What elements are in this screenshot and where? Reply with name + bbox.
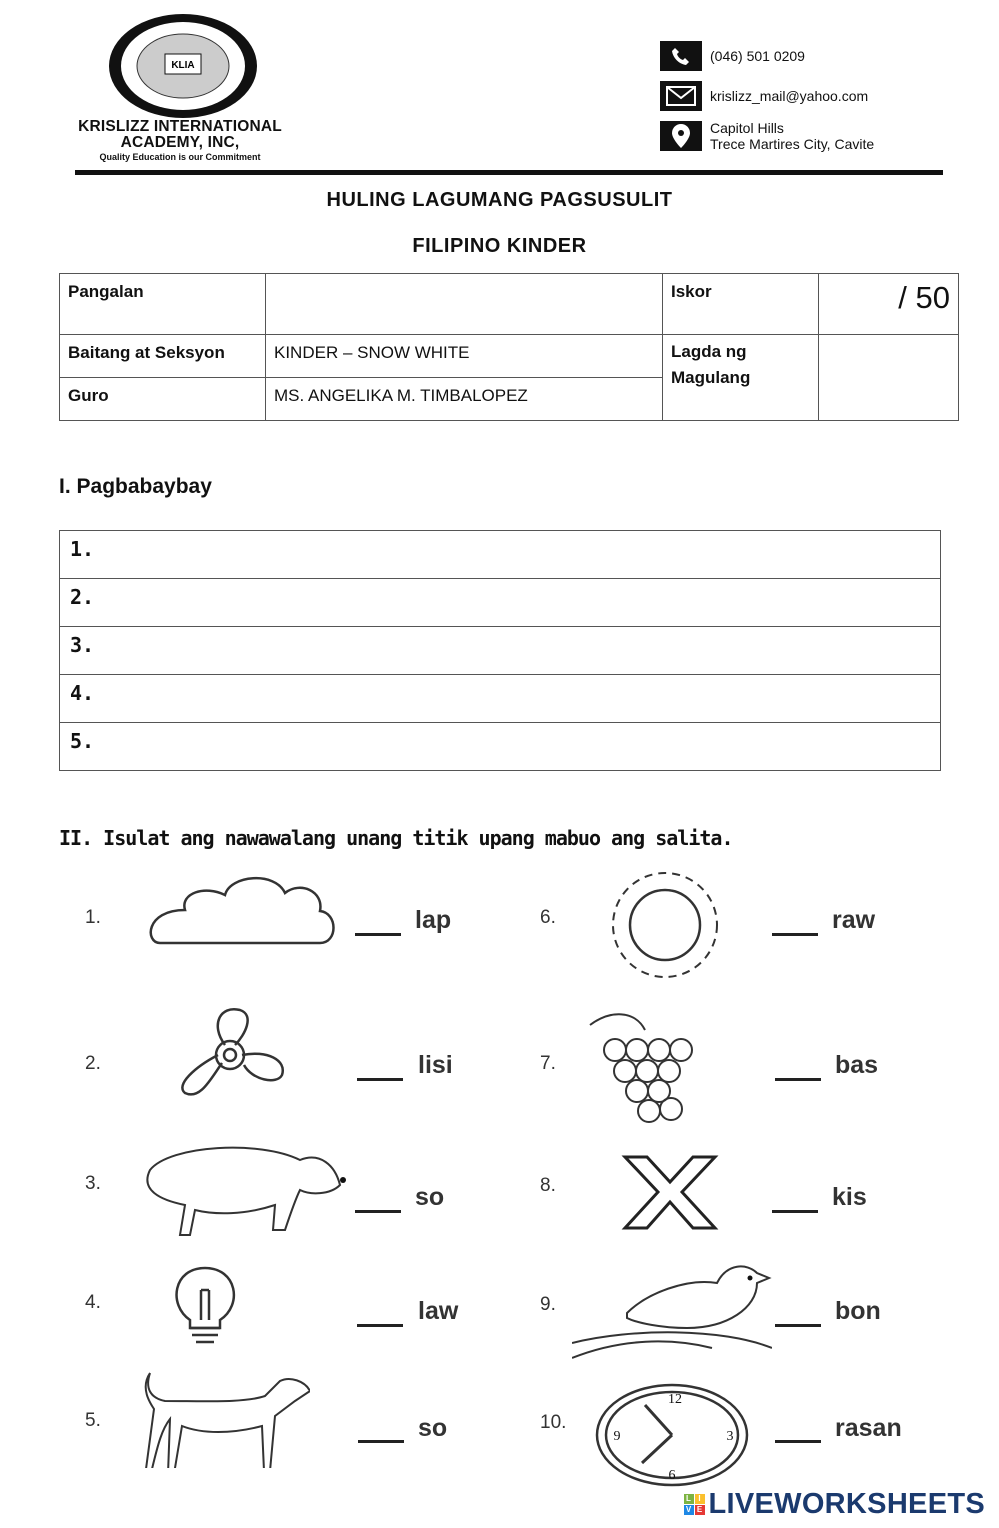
svg-text:12: 12 (668, 1392, 682, 1407)
letter-x-icon (620, 1155, 720, 1230)
score-label: Iskor (663, 274, 819, 335)
dog-icon (140, 1368, 310, 1468)
svg-text:KLIA: KLIA (171, 60, 195, 71)
signature-label: Lagda ng Magulang (663, 335, 819, 421)
contact-address: Capitol Hills Trece Martires City, Cavite (660, 120, 874, 152)
cloud-icon (140, 875, 340, 947)
light-bulb-icon (168, 1265, 243, 1347)
clock-icon (595, 1383, 750, 1488)
name-field[interactable] (266, 274, 663, 335)
svg-text:6: 6 (668, 1468, 676, 1483)
missing-letter-input[interactable] (355, 933, 401, 936)
item-number: 10. (540, 1412, 567, 1433)
item-number: 2. (85, 1053, 101, 1074)
signature-field[interactable] (819, 335, 959, 421)
spelling-row (60, 723, 941, 771)
item-number: 8. (540, 1175, 556, 1196)
contact-email: krislizz_mail@yahoo.com (660, 81, 868, 111)
bird-icon (572, 1258, 772, 1363)
phone-icon (660, 41, 702, 71)
item-word: bon (835, 1297, 881, 1325)
item-number: 1. (85, 907, 101, 928)
spelling-row (60, 675, 941, 723)
student-info-table (59, 273, 959, 421)
section-1-title: I. Pagbabaybay (59, 475, 212, 498)
school-motto: Quality Education is our Commitment (99, 152, 261, 162)
spelling-answer-field[interactable]: 4. (60, 675, 941, 723)
svg-text:9: 9 (613, 1429, 621, 1444)
item-number: 5. (85, 1410, 101, 1431)
liveworksheets-brand: LIVEWORKSHEETS (708, 1488, 985, 1520)
item-word: so (415, 1183, 445, 1211)
school-seal-logo (105, 12, 261, 120)
bear-icon (140, 1140, 350, 1240)
missing-letter-input[interactable] (357, 1324, 403, 1327)
liveworksheets-logo (684, 1488, 986, 1521)
section-2-title: II. Isulat ang nawawalang unang titik upang mabuo ang salita. (59, 826, 733, 850)
item-number: 7. (540, 1053, 556, 1074)
spelling-answer-field[interactable]: 5. (60, 723, 941, 771)
item-word: raw (832, 906, 876, 934)
spelling-row (60, 579, 941, 627)
spelling-answer-field[interactable]: 1. (60, 531, 941, 579)
item-word: law (418, 1297, 459, 1325)
sun-icon (590, 868, 740, 983)
item-word: bas (835, 1051, 879, 1079)
grade-value: KINDER – SNOW WHITE (266, 335, 663, 378)
item-word: lisi (418, 1051, 453, 1079)
score-value: / 50 (819, 274, 959, 335)
name-label: Pangalan (60, 274, 266, 335)
item-word: lap (415, 906, 452, 934)
spelling-table (59, 530, 941, 771)
missing-letter-input[interactable] (357, 1078, 403, 1081)
item-word: so (418, 1414, 448, 1442)
item-number: 6. (540, 907, 556, 928)
spelling-row (60, 627, 941, 675)
item-number: 4. (85, 1292, 101, 1313)
page-subtitle: FILIPINO KINDER (412, 235, 587, 257)
item-word: kis (832, 1183, 867, 1211)
svg-text:3: 3 (726, 1429, 734, 1444)
teacher-value: MS. ANGELIKA M. TIMBALOPEZ (266, 378, 663, 421)
school-name: KRISLIZZ INTERNATIONAL ACADEMY, INC, (78, 118, 282, 151)
missing-letter-input[interactable] (775, 1078, 821, 1081)
spelling-answer-field[interactable]: 3. (60, 627, 941, 675)
location-pin-icon (660, 121, 702, 151)
grapes-icon (585, 1005, 720, 1130)
page-title: HULING LAGUMANG PAGSUSULIT (326, 189, 673, 211)
contact-phone: (046) 501 0209 (660, 41, 805, 71)
spelling-row (60, 531, 941, 579)
item-number: 9. (540, 1294, 556, 1315)
grade-label: Baitang at Seksyon (60, 335, 266, 378)
missing-letter-input[interactable] (358, 1440, 404, 1443)
header-divider (75, 170, 943, 175)
teacher-label: Guro (60, 378, 266, 421)
missing-letter-input[interactable] (775, 1440, 821, 1443)
mail-icon (660, 81, 702, 111)
missing-letter-input[interactable] (355, 1210, 401, 1213)
spelling-answer-field[interactable]: 2. (60, 579, 941, 627)
item-word: rasan (835, 1414, 902, 1442)
missing-letter-input[interactable] (772, 933, 818, 936)
fan-icon (170, 1005, 295, 1100)
liveworksheets-logo-icon: L I V E (684, 1494, 705, 1515)
missing-letter-input[interactable] (775, 1324, 821, 1327)
item-number: 3. (85, 1173, 101, 1194)
missing-letter-input[interactable] (772, 1210, 818, 1213)
